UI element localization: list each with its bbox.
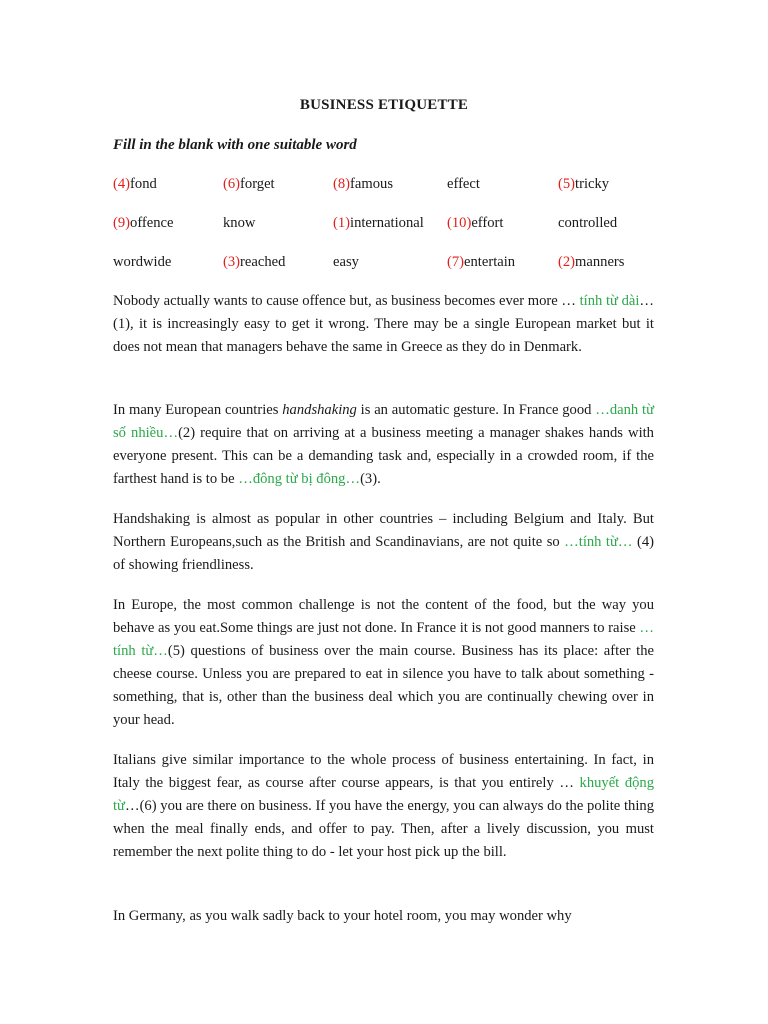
word: wordwide <box>113 254 172 270</box>
paragraph-6 <box>113 905 654 928</box>
blank-number: (3) <box>223 254 241 270</box>
word-bank-item <box>223 254 285 271</box>
word: reached <box>240 254 286 270</box>
paragraph-4 <box>113 594 654 732</box>
blank-number: (9) <box>113 215 131 231</box>
blank-hint: …tính từ… <box>113 620 654 659</box>
text: (2) require that on arriving at a business meeting a manager shakes hands with everyone present. This can be a demanding task and, especially in a crowded room, if the farthest hand is to be <box>113 425 654 487</box>
word-bank-item <box>113 215 174 232</box>
word-bank-item <box>113 254 171 271</box>
word-bank-row <box>113 254 673 293</box>
word-bank-item <box>333 215 424 232</box>
word: controlled <box>558 215 618 231</box>
word: entertain <box>464 254 516 270</box>
word-bank-item <box>447 254 515 271</box>
word: famous <box>350 176 393 192</box>
paragraph-3 <box>113 508 654 577</box>
text: is an automatic gesture. In France good <box>356 402 596 418</box>
emphasis-text: handshaking <box>282 402 357 418</box>
word-bank-row <box>113 176 673 215</box>
text: (4) of showing friendliness. <box>113 534 654 573</box>
word-bank-item <box>558 215 617 232</box>
blank-number: (8) <box>333 176 351 192</box>
word-bank-item <box>223 215 255 232</box>
word-bank-row <box>113 215 673 254</box>
blank-hint: tính từ dài <box>579 293 640 309</box>
word-bank <box>113 176 673 293</box>
word: manners <box>575 254 625 270</box>
word: easy <box>333 254 359 270</box>
text: In Germany, as you walk sadly back to your hotel room, you may wonder why <box>113 908 572 924</box>
text: (3). <box>360 471 381 487</box>
word-bank-item <box>333 254 359 271</box>
word-bank-item <box>558 254 624 271</box>
word-bank-item <box>447 215 503 232</box>
blank-number: (1) <box>333 215 351 231</box>
text: In many European countries <box>113 402 283 418</box>
blank-hint: …danh từ số nhiều… <box>113 402 654 441</box>
blank-number: (10) <box>447 215 472 231</box>
word-bank-item <box>558 176 609 193</box>
word: tricky <box>575 176 610 192</box>
blank-number: (2) <box>558 254 576 270</box>
blank-hint: khuyết động từ <box>113 775 655 814</box>
paragraph-2 <box>113 399 654 491</box>
text: …(1), it is increasingly easy to get it wrong. There may be a single European market but it does not mean that managers behave the same in Greece as they do in Denmark. <box>113 293 654 355</box>
word-bank-item <box>447 176 480 193</box>
paragraph-1 <box>113 290 654 359</box>
word-bank-item <box>113 176 157 193</box>
blank-number: (5) <box>558 176 576 192</box>
word: effort <box>471 215 504 231</box>
word: know <box>223 215 256 231</box>
text: Nobody actually wants to cause offence but, as business becomes ever more … <box>113 293 580 309</box>
word-bank-item <box>223 176 275 193</box>
blank-hint: …đông từ bị đông… <box>238 471 361 487</box>
blank-number: (6) <box>223 176 241 192</box>
document-title: BUSINESS ETIQUETTE <box>299 97 469 113</box>
word: effect <box>447 176 480 192</box>
exercise-instruction: Fill in the blank with one suitable word <box>113 137 357 153</box>
text: In Europe, the most common challenge is not the content of the food, but the way you behave as you eat.Some things are just not done. In France it is not good manners to raise <box>113 597 654 636</box>
word-bank-item <box>333 176 393 193</box>
blank-hint: …tính từ… <box>564 534 633 550</box>
word: fond <box>130 176 157 192</box>
word: forget <box>240 176 275 192</box>
blank-number: (7) <box>447 254 465 270</box>
text: (5) questions of business over the main course. Business has its place: after the cheese course. Unless you are prepared to eat in silence you have to talk about something - something, that is, other than the business deal which you are continually chewing over in your head. <box>113 643 654 728</box>
word: offence <box>130 215 174 231</box>
text: …(6) you are there on business. If you have the energy, you can always do the polite thing when the meal finally ends, and offer to pay. Then, after a lively discussion, you must remember the next polite thing to do - let your host pick up the bill. <box>113 798 654 860</box>
blank-number: (4) <box>113 176 131 192</box>
paragraph-5 <box>113 749 654 864</box>
word: international <box>350 215 424 231</box>
text: Italians give similar importance to the whole process of business entertaining. In fact, in Italy the biggest fear, as course after course appears, is that you entirely … <box>113 752 654 791</box>
text: Handshaking is almost as popular in other countries – including Belgium and Italy. But Northern Europeans,such as the British and Scandinavians, are not quite so <box>113 511 654 550</box>
